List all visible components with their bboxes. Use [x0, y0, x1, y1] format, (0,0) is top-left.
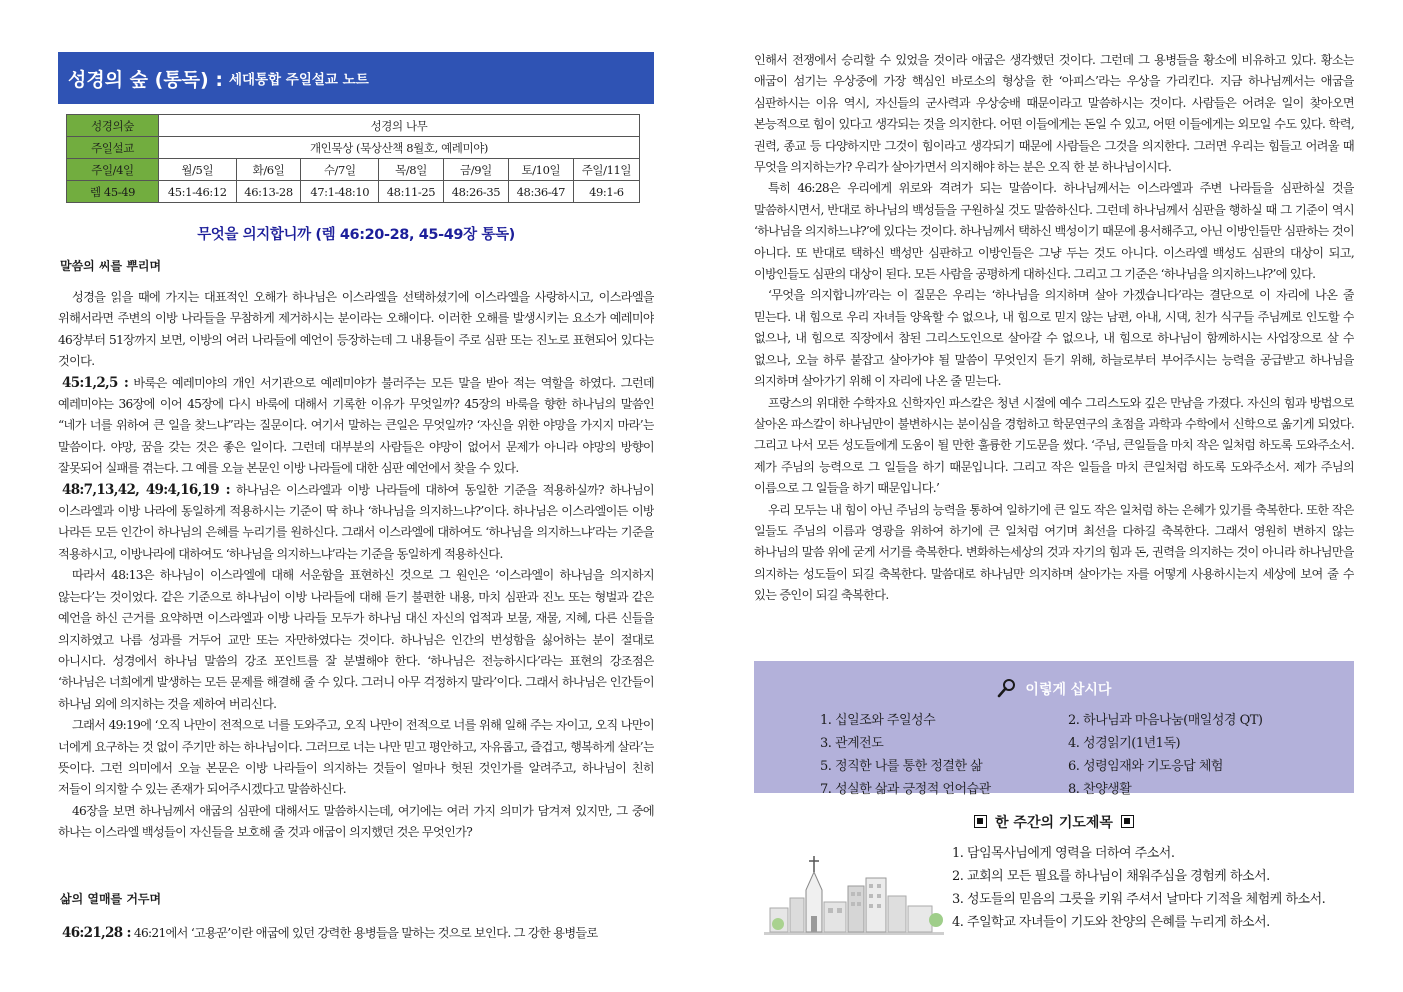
- table-cell: 48:11-25: [379, 181, 444, 203]
- paragraph: [58, 480, 654, 566]
- sermon-title: 무엇을 의지합니까 (렘 46:20-28, 45-49장 통독): [197, 227, 515, 243]
- paragraph: 프랑스의 위대한 수학자요 신학자인 파스칼은 청년 시절에 예수 그리스도와 깊은 만남을 가졌다. 자신의 힘과 방법으로 살아온 파스칼이 하나님만이 불변하시는 분이심을 경험하고 학문연구의 초점을 과학과 수학에서 신학으로 옮기게 되었다. 그리고 나서 모든 성도들에게 도움이 될 만한 훌륭한 기도문을 썼다. ‘주님, 큰일들을 마치 작은 일처럼 하도록 도와주소서. 제가 주님의 능력으로 그 일들을 하기 때문입니다. 그리고 작은 일들을 마치 큰일처럼 하도록 도와주소서. 제가 주님의 이름으로 그 일들을 하기 때문입니다.’: [754, 395, 1354, 496]
- table-cell-label: 주일/4일: [67, 159, 159, 181]
- table-cell: 47:1-48:10: [301, 181, 379, 203]
- table-cell: 48:26-35: [443, 181, 508, 203]
- square-bullet-icon: [1121, 815, 1134, 828]
- list-item: 7. 성실한 삶과 긍정적 언어습관: [820, 782, 991, 797]
- table-cell: 48:36-47: [508, 181, 573, 203]
- list-item: 2. 하나님과 마음나눔(매일성경 QT): [1068, 713, 1263, 728]
- table-cell: 금/9일: [443, 159, 508, 181]
- paragraph: 인해서 전쟁에서 승리할 수 있었을 것이라 애굽은 생각했던 것이다. 그런데 그 용병들을 황소에 비유하고 있다. 황소는 애굽이 섬기는 우상중에 가장 핵심인 바로소의 형상을 한 ‘아피스’라는 우상을 가리킨다. 지금 하나님께서는 애굽을 심판하시는 이유 역시, 자신들의 군사력과 우상숭배 때문이라고 말씀하시는 것이다. 사람들은 어려운 일이 찾아오면 본능적으로 힘이 있다고 생각되는 것을 의지한다. 어떤 이들에게는 돈일 수 있고, 어떤 이들에게는 외모일 수도 있다. 학력, 권력, 종교 등 다양하지만 그것이 힘이라고 생각되기 때문에 사람들은 그것을 의지한다. 그러면 우리는 힘들고 어려울 때 무엇을 의지하는가? 우리가 살아가면서 의지해야 하는 분은 오직 한 분 하나님이시다.: [754, 53, 1354, 175]
- table-cell: 화/6일: [236, 159, 301, 181]
- paragraph: 그래서 49:19에 ‘오직 나만이 전적으로 너를 도와주고, 오직 나만이 전적으로 너를 위해 일해 주는 자이고, 오직 나만이 너에게 요구하는 것 없이 주기만 하는 하나님이다. 그러므로 너는 나만 믿고 평안하고, 자유롭고, 즐겁고, 행복하게 살라’는 뜻이다. 그런 의미에서 오늘 본문은 이방 나라들이 의지하는 것들이 얼마나 헛된 것인가를 알려주고, 하나님이 친히 저들이 의지할 수 있는 존재가 되어주시겠다고 말씀하신다.: [58, 718, 654, 797]
- scripture-reference: 48:7,13,42, 49:4,16,19 :: [62, 481, 230, 498]
- square-bullet-icon: [974, 815, 987, 828]
- table-row: [67, 181, 640, 203]
- table-cell: 성경의 나무: [159, 115, 640, 137]
- section-heading-fruit: 삶의 열매를 거두며: [60, 892, 162, 906]
- list-item: 1. 십일조와 주일성수: [820, 713, 936, 728]
- church-illustration: [764, 850, 944, 942]
- prayer-item: 2. 교회의 모든 필요를 하나님이 채워주심을 경험케 하소서.: [952, 869, 1270, 884]
- table-cell: 주일/11일: [573, 159, 639, 181]
- paragraph: [58, 373, 654, 480]
- scripture-reference: 46:21,28 :: [62, 925, 131, 941]
- list-item: 3. 관계전도: [820, 736, 884, 751]
- paragraph: 따라서 48:13은 하나님이 이스라엘에 대해 서운함을 표현하신 것으로 그 원인은 ‘이스라엘이 하나님을 의지하지 않는다’는 것이었다. 같은 기준으로 하나님이 이방 나라들에 대해 듣기 불편한 내용, 마치 심판과 진노 또는 형벌과 같은 예언을 하신 근거를 요약하면 이스라엘과 이방 나라들 모두가 하나님 대신 자신의 업적과 보물, 재물, 지혜, 다른 신들을 의지하였고 나름 성과를 거두어 교만 또는 자만하였다는 것이다. 하나님은 인간의 번성함을 싫어하는 분이 절대로 아니시다. 성경에서 하나님 말씀의 강조 포인트를 잘 분별해야 한다. ‘하나님은 전능하시다’라는 표현의 강조점은 ‘하나님은 너희에게 발생하는 모든 문제를 해결해 줄 수 있다. 그러니 아무 걱정하지 말라’이다. 그래서 하나님은 인간들이 하나님 외에 의지하는 것을 제하여 버리신다.: [58, 568, 654, 711]
- paragraph: 성경을 읽을 때에 가지는 대표적인 오해가 하나님은 이스라엘을 선택하셨기에 이스라엘을 사랑하시고, 이스라엘을 위해서라면 주변의 이방 나라들을 무참하게 제거하시는 분이라는 오해이다. 이러한 오해를 발생시키는 요소가 예레미야 46장부터 51장까지 보면, 이방의 여러 나라들에 예언이 등장하는데 그 내용들이 주로 심판 또는 진노로 표현되어 있다는 것이다.: [58, 290, 654, 369]
- paragraph-text: 바룩은 예레미야의 개인 서기관으로 예레미야가 불러주는 모든 말을 받아 적는 역할을 하였다. 그런데 예레미야는 36장에 이어 45장에 다시 바룩에 대해서 기록한 이유가 무엇일까? 45장의 바룩을 향한 하나님의 말씀인 “네가 너를 위하여 큰 일을 찾느냐”라는 질문이다. 여기서 말하는 큰일은 무엇일까? ‘자신을 위한 야망을 가지지 마라’는 말씀이다. 야망, 꿈을 갖는 것은 좋은 일이다. 그런데 대부분의 사람들은 야망이 없어서 문제가 아니라 야망의 방향이 잘못되어 실패를 겪는다. 그 예를 오늘 본문인 이방 나라들에 대한 심판 예언에서 찾을 수 있다.: [58, 375, 654, 476]
- magnifier-icon: [997, 678, 1017, 698]
- sermon-body-left-end: [58, 923, 654, 947]
- table-cell-label: 성경의숲: [67, 115, 159, 137]
- live-box-title: [754, 678, 1354, 699]
- table-row: [67, 115, 640, 137]
- table-cell: 목/8일: [379, 159, 444, 181]
- scripture-reference: 45:1,2,5 :: [62, 374, 129, 391]
- table-row: [67, 137, 640, 159]
- header-title: 성경의 숲 (통독) :: [68, 68, 223, 91]
- table-cell: 45:1-46:12: [159, 181, 237, 203]
- table-cell: 46:13-28: [236, 181, 301, 203]
- table-cell: 월/5일: [159, 159, 237, 181]
- sermon-body-left: [58, 287, 654, 929]
- paragraph-text: 46:21에서 ‘고용꾼’이란 애굽에 있던 강력한 용병들을 말하는 것으로 보인다. 그 강한 용병들로: [133, 926, 598, 940]
- header-banner: [58, 52, 654, 104]
- prayer-item: 3. 성도들의 믿음의 그릇을 키워 주셔서 날마다 기적을 체험케 하소서.: [952, 892, 1326, 907]
- list-item: 4. 성경읽기(1년1독): [1068, 736, 1181, 751]
- paragraph: 특히 46:28은 우리에게 위로와 격려가 되는 말씀이다. 하나님께서는 이스라엘과 주변 나라들을 심판하실 것을 말씀하시면서, 반대로 하나님의 백성들을 구원하실 것도 말씀하신다. 그런데 하나님께서 심판을 행하실 때 그 기준이 역시 ‘하나님을 의지하느냐?’에 있다는 것이다. 하나님께서 택하신 백성이기 때문에 용서해주고, 아닌 이방인들만 심판하는 것이 아니다. 또 반대로 택하신 백성만 심판하고 이방인들은 그냥 두는 것도 아니다. 이스라엘 백성도 심판의 대상이 되고, 이방인들도 심판의 대상이 된다. 모든 사람을 공평하게 대하신다. 그리고 그 기준은 ‘하나님을 의지하느냐?’에 있다.: [754, 181, 1354, 282]
- live-this-way-box: [754, 661, 1354, 797]
- list-item: 6. 성령임재와 기도응답 체험: [1068, 759, 1223, 774]
- paragraph-text: 하나님은 이스라엘과 이방 나라들에 대하여 동일한 기준을 적용하실까? 하나님이 이스라엘과 이방 나라에 동일하게 적용하시는 기준이 딱 하나 ‘하나님을 의지하느냐?’이다. 하나님은 이스라엘이든 이방 나라든 모든 인간이 하나님의 은혜를 누리기를 원하신다. 그래서 이스라엘에 대하여도 ‘하나님을 의지하느냐’라는 기준을 적용하시고, 이방나라에 대하여도 ‘하나님을 의지하느냐’라는 기준을 동일하게 적용하신다.: [58, 482, 654, 561]
- header-subtitle: 세대통합 주일설교 노트: [228, 72, 369, 88]
- sermon-body-right: [754, 50, 1354, 642]
- table-cell: 수/7일: [301, 159, 379, 181]
- reading-schedule-table: [66, 114, 640, 203]
- table-cell-label: 렘 45-49: [67, 181, 159, 203]
- section-heading-seed: 말씀의 씨를 뿌리며: [60, 259, 162, 273]
- table-row: [67, 159, 640, 181]
- prayer-item: 1. 담임목사님에게 영력을 더하여 주소서.: [952, 846, 1175, 861]
- paragraph: 46장을 보면 하나님께서 애굽의 심판에 대해서도 말씀하시는데, 여기에는 여러 가지 의미가 담겨져 있지만, 그 중에 하나는 이스라엘 백성들이 자신들을 보호해 줄 것과 애굽이 의지했던 것은 무엇인가?: [58, 803, 654, 840]
- prayer-item: 4. 주일학교 자녀들이 기도와 찬양의 은혜를 누리게 하소서.: [952, 915, 1270, 930]
- paragraph: [58, 923, 654, 944]
- left-column: [58, 52, 654, 941]
- table-cell-label: 주일설교: [67, 137, 159, 159]
- paragraph: ‘무엇을 의지합니까’라는 이 질문은 우리는 ‘하나님을 의지하며 살아 가겠습니다’라는 결단으로 이 자리에 나온 줄 믿는다. 내 힘으로 우리 자녀들 양육할 수 없으나, 내 힘으로 믿지 않는 남편, 아내, 시댁, 친가 식구들 주님께로 인도할 수 없으나, 내 힘으로 직장에서 참된 그리스도인으로 살아갈 수 없으나, 내 힘으로 하나님이 함께하시는 사업장으로 살 수 없으나, 오늘 하루 붙잡고 살아가야 될 말씀이 무엇인지 듣기 위해, 하늘로부터 부어주시는 능력을 공급받고 하나님을 의지하며 살아가기 위해 이 자리에 나온 줄 믿는다.: [754, 288, 1354, 389]
- list-item: 5. 정직한 나를 통한 정결한 삶: [820, 759, 983, 774]
- list-item: 8. 찬양생활: [1068, 782, 1132, 797]
- paragraph: 우리 모두는 내 힘이 아닌 주님의 능력을 통하여 일하기에 큰 일도 작은 일처럼 하는 은혜가 있기를 축복한다. 또한 작은 일들도 주님의 이름과 영광을 위하여 하기에 큰 일처럼 여기며 최선을 다하길 축복한다. 그래서 영원히 변하지 않는 하나님의 말씀 위에 굳게 서기를 축복한다. 변화하는세상의 것과 자기의 힘과 돈, 권력을 의지하는 것이 아니라 하나님만을 의지하는 성도들이 되길 축복한다. 말씀대로 하나님만 의지하며 살아가는 자를 어떻게 사용하시는지 세상에 보여 줄 수 있는 증인이 되길 축복한다.: [754, 502, 1354, 603]
- table-cell: 개인묵상 (묵상산책 8월호, 예레미야): [159, 137, 640, 159]
- live-box-title-text: 이렇게 삽시다: [1025, 682, 1112, 698]
- table-cell: 49:1-6: [573, 181, 639, 203]
- prayer-title-text: 한 주간의 기도제목: [995, 815, 1113, 831]
- prayer-title: [754, 812, 1354, 832]
- table-cell: 토/10일: [508, 159, 573, 181]
